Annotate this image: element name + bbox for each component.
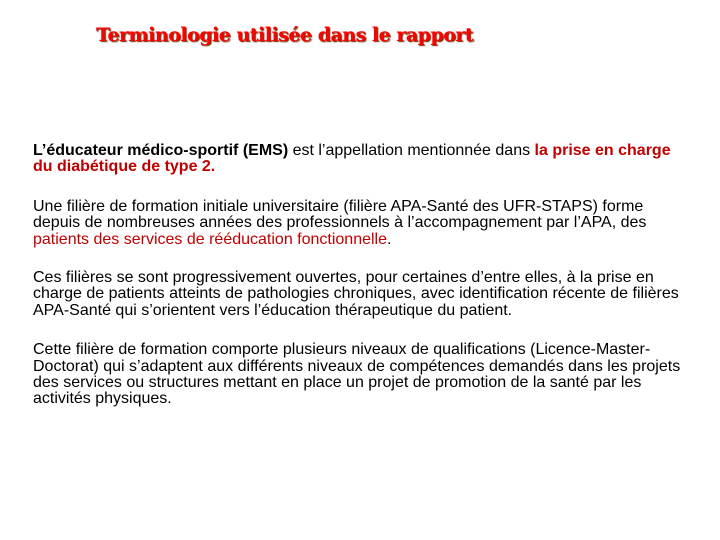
- slide-body: [33, 143, 693, 430]
- paragraph-qualification-levels: Cette filière de formation comporte plusieurs niveaux de qualifications (Licence-Master-Doctorat) qui s’adaptent aux différents niveaux de compétences demandés dans les projets des services ou structures mettant en place un projet de promotion de la santé par les activités physiques.: [33, 341, 681, 408]
- apa-training-text: Une filière de formation initiale universitaire (filière APA-Santé des UFR-STAPS) forme depuis de nombreuses années des professionnels à l’accompagnement par l’APA, des: [33, 197, 647, 232]
- paragraph-chronic-pathologies: Ces filières se sont progressivement ouvertes, pour certaines d’entre elles, à la prise en charge de patients atteints de pathologies chroniques, avec identification récente de filières APA-Santé qui s’orientent vers l’éducation thérapeutique du patient.: [33, 269, 679, 319]
- rehabilitation-highlight: patients des services de rééducation fonctionnelle: [33, 230, 387, 248]
- ems-term: L’éducateur médico-sportif (EMS): [33, 142, 289, 159]
- paragraph-ems-definition: [33, 143, 693, 176]
- apa-training-end: .: [387, 230, 392, 248]
- paragraph-apa-training: [33, 199, 693, 248]
- ems-definition-text: est l’appellation mentionnée dans: [288, 142, 535, 159]
- page-title: Terminologie utilisée dans le rapport: [96, 24, 474, 46]
- ems-context-highlight: la prise en charge du diabétique de type 2.: [33, 142, 671, 176]
